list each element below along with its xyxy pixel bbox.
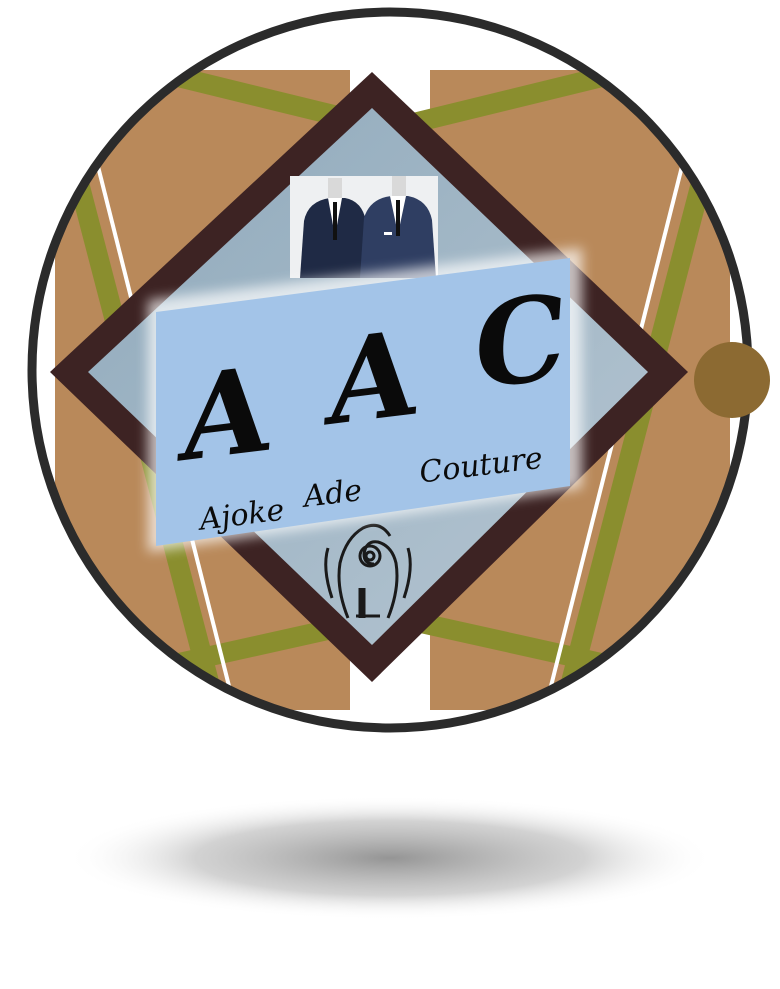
monogram-letter-3: C (466, 269, 575, 416)
tagline-word-3: Couture (417, 440, 545, 491)
two-suits-icon (290, 176, 438, 278)
monogram-letter-1: A (173, 341, 280, 488)
tagline-word-1: Ajoke (197, 492, 287, 538)
floor-shadow (65, 796, 715, 920)
circle-dot-icon (694, 342, 770, 418)
tagline-word-2: Ade (301, 472, 365, 515)
monogram-letter-2: A (319, 305, 426, 452)
